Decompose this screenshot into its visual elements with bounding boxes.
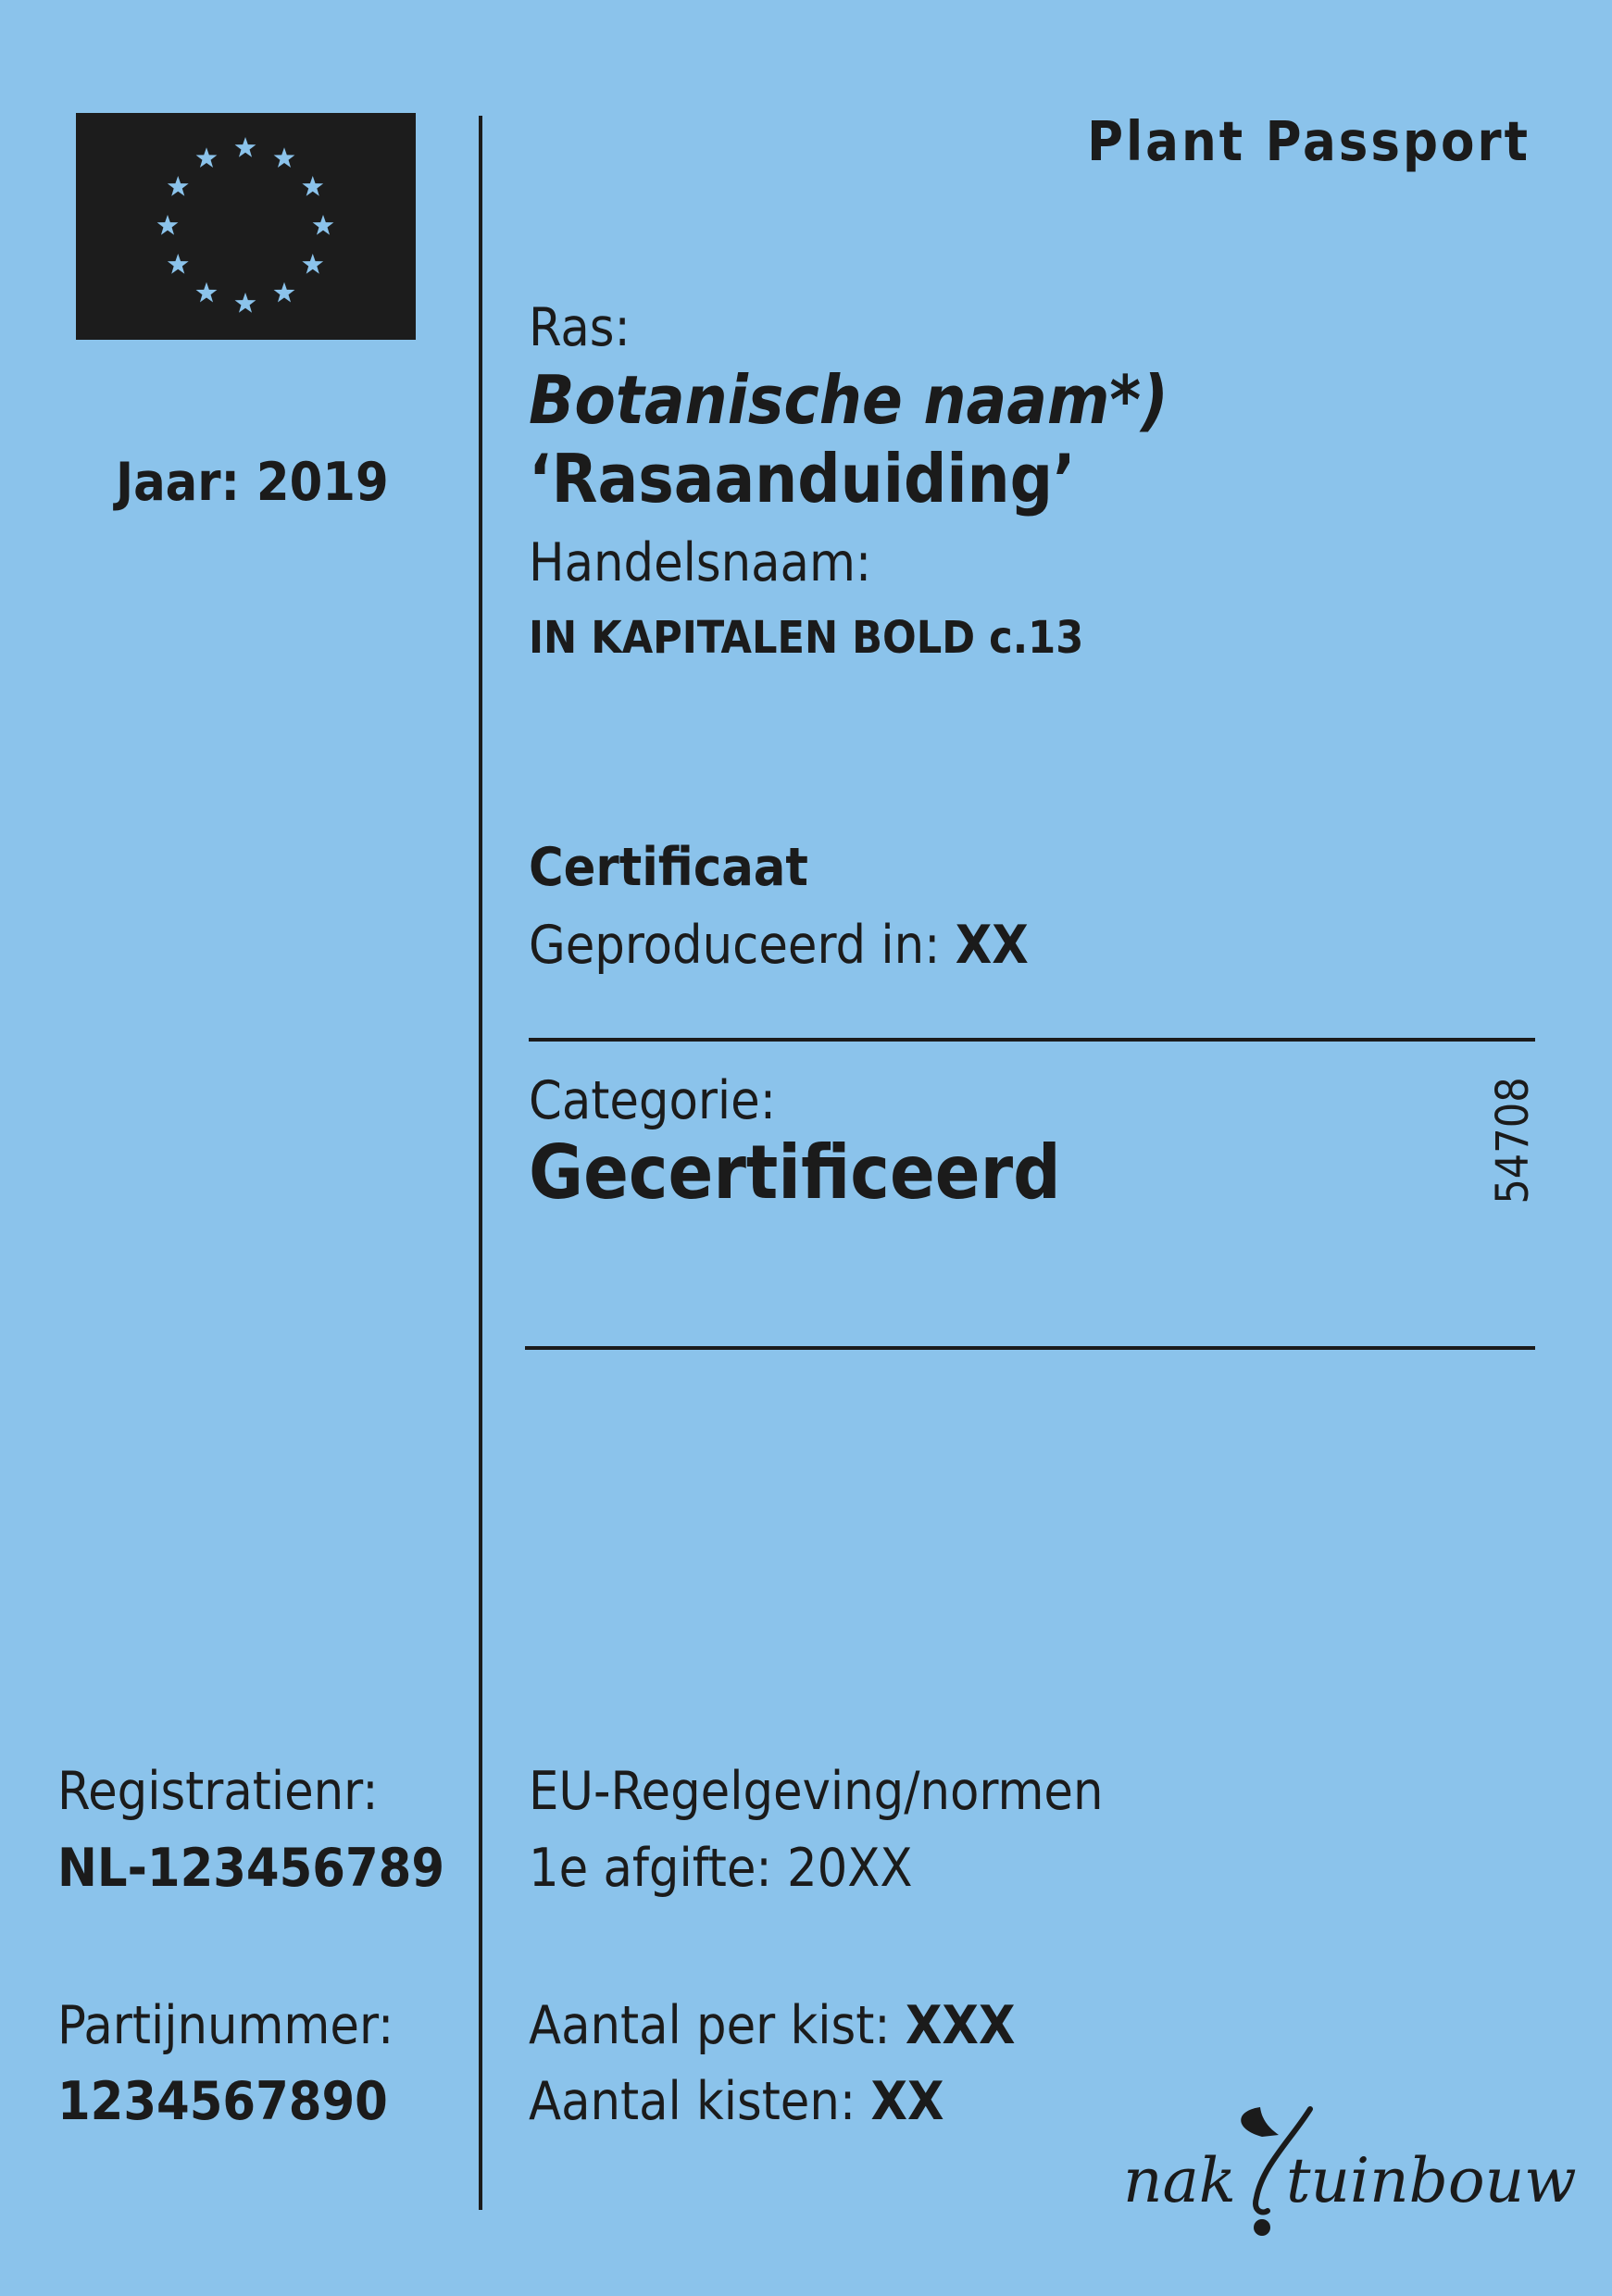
star-icon bbox=[274, 282, 295, 303]
lot-number: 1234567890 bbox=[57, 2071, 388, 2132]
lot-label: Partijnummer: bbox=[57, 1995, 394, 2056]
per-box-value: XXX bbox=[905, 1995, 1016, 2056]
side-code: 54708 bbox=[1487, 1077, 1539, 1204]
star-icon bbox=[302, 176, 323, 196]
variety-denomination: ‘Rasaanduiding’ bbox=[529, 440, 1076, 518]
category-top-rule bbox=[529, 1038, 1535, 1042]
star-icon bbox=[235, 293, 256, 313]
trade-name-label: Handelsnaam: bbox=[529, 532, 872, 593]
logo-text-nak: nak bbox=[1123, 2145, 1236, 2216]
regulation-line: EU-Regelgeving/normen bbox=[529, 1761, 1104, 1822]
category-value: Gecertificeerd bbox=[529, 1129, 1061, 1216]
registration-label: Registratienr: bbox=[57, 1761, 379, 1822]
category-bottom-rule bbox=[525, 1346, 1535, 1350]
logo-mark bbox=[1123, 2102, 1577, 2240]
variety-label: Ras: bbox=[529, 297, 631, 358]
logo-leaf-icon bbox=[1241, 2107, 1279, 2137]
star-icon bbox=[157, 215, 179, 235]
logo-text-tuinbouw: tuinbouw bbox=[1286, 2145, 1577, 2216]
trade-name-value: IN KAPITALEN BOLD c.13 bbox=[529, 612, 1084, 664]
eu-flag-icon bbox=[76, 113, 416, 340]
per-box-label: Aantal per kist: bbox=[529, 1995, 906, 2056]
boxes-value: XX bbox=[870, 2071, 944, 2132]
boxes-line bbox=[529, 2071, 944, 2132]
year-text: Jaar: 2019 bbox=[116, 452, 389, 513]
produced-in-line bbox=[529, 915, 1029, 976]
nak-tuinbouw-logo bbox=[1123, 2102, 1577, 2244]
certificate-heading: Certificaat bbox=[529, 837, 808, 898]
star-icon bbox=[274, 147, 295, 168]
produced-in-label: Geproduceerd in: bbox=[529, 915, 956, 976]
star-icon bbox=[196, 147, 218, 168]
per-box-line bbox=[529, 1995, 1016, 2056]
boxes-label: Aantal kisten: bbox=[529, 2071, 871, 2132]
star-icon bbox=[168, 176, 189, 196]
star-icon bbox=[235, 137, 256, 157]
registration-number: NL-123456789 bbox=[57, 1838, 445, 1899]
eu-stars-circle bbox=[76, 113, 416, 340]
category-label: Categorie: bbox=[529, 1070, 776, 1131]
star-icon bbox=[196, 282, 218, 303]
page-title: Plant Passport bbox=[1087, 109, 1531, 173]
botanical-name: Botanische naam*) bbox=[529, 361, 1168, 439]
star-icon bbox=[168, 254, 189, 274]
vertical-divider bbox=[479, 116, 482, 2210]
star-icon bbox=[313, 215, 334, 235]
star-icon bbox=[302, 254, 323, 274]
produced-in-value: XX bbox=[955, 915, 1029, 976]
first-issue-line: 1e afgifte: 20XX bbox=[529, 1838, 913, 1899]
logo-dot-icon bbox=[1254, 2219, 1270, 2236]
